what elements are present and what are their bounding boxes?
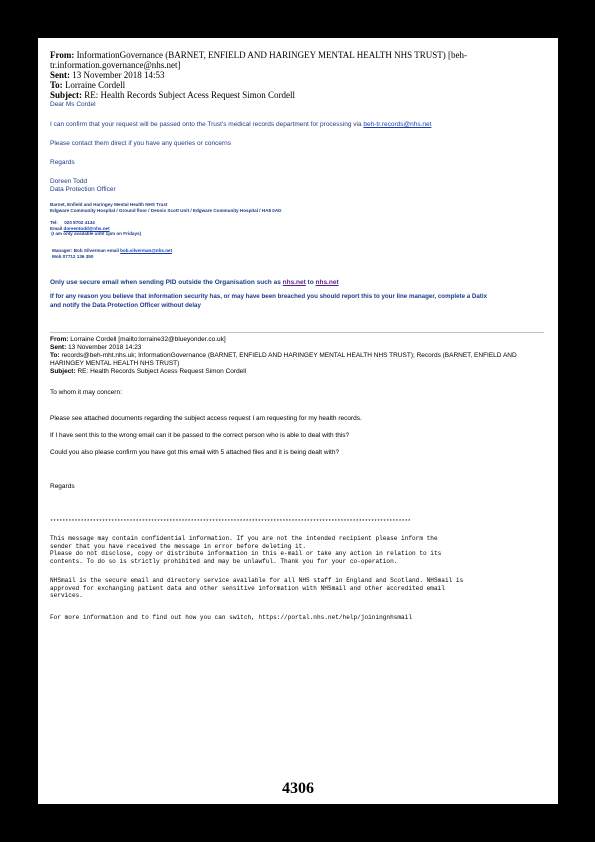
secure-email-notice: Only use secure email when sending PID outside the Organisation such as nhs.net to nhs.net	[50, 279, 339, 286]
records-email-link[interactable]: beh-tr.records@nhs.net	[363, 121, 432, 128]
more-info-line: For more information and to find out how you can switch, https://portal.nhs.net/help/joiningnhsmail	[50, 614, 413, 621]
reply-regards: Regards	[50, 159, 75, 166]
from-value-cont: tr.information.governance@nhs.net]	[50, 60, 181, 70]
to-label: To:	[50, 80, 63, 90]
divider	[50, 332, 544, 333]
signature-tel: Tel: 020 8702 4134	[50, 220, 95, 225]
original-to: records@beh-mht.nhs.uk; InformationGovernance (BARNET, ENFIELD AND HARINGEY MENTAL HEALTH NHS TRUST); Records (BARNET, ENFIELD AND	[61, 352, 517, 359]
disclaimer-line: sender that you have received the message in error before deleting it.	[50, 542, 306, 550]
reply-paragraph-2: Please contact them direct if you have any queries or concerns	[50, 140, 232, 147]
signature-email: Email doreentodd@nhs.net	[50, 226, 110, 231]
subject-label: Subject:	[50, 90, 82, 100]
original-sent: 13 November 2018 14:23	[68, 344, 142, 351]
from-value: InformationGovernance (BARNET, ENFIELD AND HARINGEY MENTAL HEALTH NHS TRUST) [beh-	[76, 50, 467, 60]
original-regards: Regards	[50, 483, 75, 490]
subject-value: RE: Health Records Subject Acess Request Simon Cordell	[84, 90, 295, 100]
signature-availability: (I am only available until 1pm on Fridays)	[50, 231, 142, 236]
disclaimer-stars: **********************************************************************************************************************	[50, 519, 411, 525]
disclaimer-line: This message may contain confidential information. If you are not the intended recipient please inform the	[50, 535, 438, 542]
greeting: Dear Ms Cordel	[50, 101, 96, 108]
signature-manager: Manager: Bob Silverman email bob.silverman@nhs.net	[52, 248, 173, 253]
breach-notice-line-1: If for any reason you believe that information security has, or may have been breached you should report this to your line manager, complete a Datix	[50, 293, 488, 300]
original-subject: RE: Health Records Subject Acess Request Simon Cordell	[77, 368, 247, 375]
signature-org: Barnet, Enfield and Haringey Mental Health NHS Trust	[50, 202, 168, 207]
document-page	[38, 38, 558, 804]
sent-label: Sent:	[50, 70, 70, 80]
page-number: 4306	[282, 780, 314, 797]
original-body-1: Please see attached documents regarding the subject access request I am requesting for my health records.	[50, 415, 362, 422]
sender-name: Doreen Todd	[50, 178, 88, 185]
original-body-2: If I have sent this to the wrong email can it be passed to the correct person who is able to deal with this?	[50, 432, 350, 439]
signature-address: Edgware Community Hospital / Ground floor / Dennis Scott Unit / Edgware Community Hospital / HA8 0AD	[50, 208, 282, 213]
doreen-email-link[interactable]: doreentodd@nhs.net	[63, 226, 110, 231]
original-body-3: Could you also please confirm you have got this email with 5 attached files and it is being dealt with?	[50, 449, 340, 456]
nhs-net-link-2[interactable]: nhs.net	[315, 279, 339, 286]
disclaimer-block	[50, 535, 441, 565]
original-to-cont: HARINGEY MENTAL HEALTH NHS TRUST)	[50, 360, 180, 367]
original-salutation: To whom it may concern:	[50, 389, 122, 396]
nhsmail-line: NHSmail is the secure email and directory service available for all NHS staff in England and Scotland. NHSmail is	[50, 577, 464, 584]
from-label: From:	[50, 50, 75, 60]
original-from: Lorraine Cordell [mailto:lorraine32@blueyonder.co.uk]	[70, 336, 226, 343]
nhsmail-block	[50, 577, 463, 600]
reply-paragraph-1: I can confirm that your request will be passed onto the Trust's medical records department for processing via beh-tr.records@nhs.net	[50, 121, 432, 128]
disclaimer-line: contents. To do so is strictly prohibited and may be unlawful. Thank you for your co-operation.	[50, 557, 398, 565]
original-header: From: Lorraine Cordell [mailto:lorraine32@blueyonder.co.uk] Sent: 13 November 2018 14:23 To: records@beh-mht.nhs.uk; InformationGovernance (BARNET, ENFIELD AND HARINGEY MENTAL HEALTH NHS TRUST); Records (BARNET, ENFIELD AND HARINGEY MENTAL HEALTH NHS TRUST) Subject: RE: Health Records Subject Acess Request Simon Cordell	[50, 336, 550, 376]
disclaimer-line: Please do not disclose, copy or distribute information in this e-mail or take any action in relation to its	[50, 550, 442, 558]
signature-mob: Mob 07712 136 350	[52, 254, 94, 259]
nhs-net-link-1[interactable]: nhs.net	[282, 279, 306, 286]
breach-notice-line-2: and notify the Data Protection Officer without delay	[50, 302, 201, 309]
to-value: Lorraine Cordell	[64, 80, 126, 90]
manager-email-link[interactable]: bob.silverman@nhs.net	[120, 248, 173, 253]
nhsmail-line: approved for exchanging patient data and other sensitive information with NHSmail and other accredited email	[50, 584, 445, 592]
nhsmail-line: services.	[50, 592, 83, 600]
sender-title: Data Protection Officer	[50, 186, 116, 193]
email-header	[50, 50, 550, 100]
sent-value: 13 November 2018 14:53	[72, 70, 165, 80]
